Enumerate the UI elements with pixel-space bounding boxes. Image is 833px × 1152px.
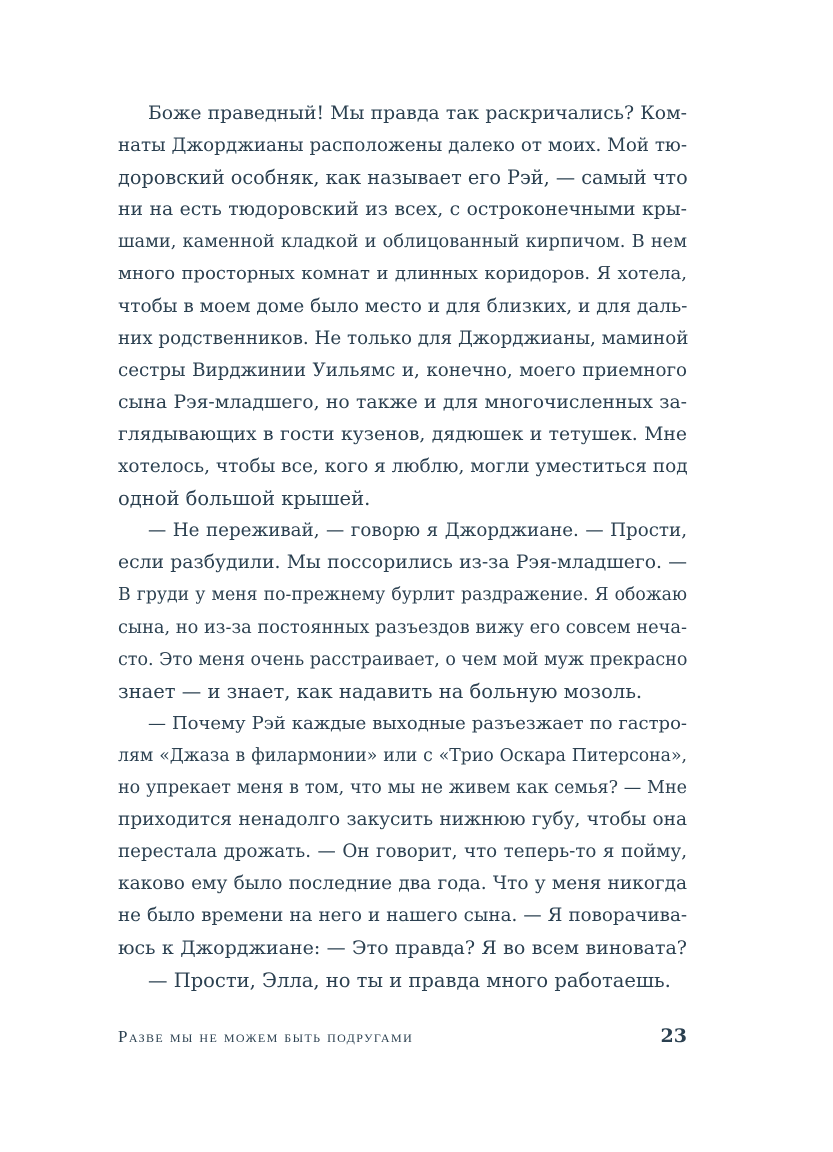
text-line: одной большой крышей.	[118, 487, 371, 511]
text-line: доровский особняк, как называет его Рэй, — самый что	[118, 166, 688, 190]
text-line: шами, каменной кладкой и облицованный кирпичом. В нем	[118, 232, 687, 253]
text-line: юсь к Джорджиане: — Это правда? Я во всем виновата?	[118, 937, 687, 960]
text-line: не было времени на него и нашего сына. — Я поворачива-	[118, 905, 687, 927]
text-line: каково ему было последние два года. Что у меня никогда	[118, 873, 687, 895]
text-line: чтобы в моем доме было место и для близких, и для даль-	[118, 295, 688, 317]
text-line: них родственников. Не только для Джорджианы, маминой	[118, 327, 689, 349]
text-line: лям «Джаза в филармонии» или с «Трио Оскара Питерсона»,	[118, 745, 687, 766]
text-line: ни на есть тюдоровский из всех, с остроконечными кры-	[118, 199, 687, 221]
text-line: но упрекает меня в том, что мы не живем как семья? — Мне	[118, 777, 687, 798]
text-line: сестры Вирджинии Уильямс и, конечно, моего приемного	[118, 359, 687, 381]
page-number: 23	[660, 1025, 687, 1047]
text-line: Боже праведный! Мы правда так раскричались? Ком-	[148, 103, 687, 124]
text-line: наты Джорджианы расположены далеко от моих. Мой тю-	[118, 135, 687, 157]
text-line: перестала дрожать. — Он говорит, что теперь-то я пойму,	[118, 841, 687, 863]
text-line: глядывающих в гости кузенов, дядюшек и тетушек. Мне	[118, 423, 687, 445]
text-line: — Почему Рэй каждые выходные разъезжает по гастро-	[148, 712, 687, 734]
body-text	[118, 98, 687, 997]
text-line: много просторных комнат и длинных коридоров. Я хотела,	[118, 263, 687, 285]
text-line: сто. Это меня очень расстраивает, о чем мой муж прекрасно	[118, 649, 688, 670]
text-line: сына Рэя-младшего, но также и для многочисленных за-	[118, 391, 687, 413]
text-line: сына, но из-за постоянных разъездов вижу его совсем неча-	[118, 617, 687, 638]
text-line: приходится ненадолго закусить нижнюю губу, чтобы она	[118, 809, 687, 831]
running-footer-book-title: Разве мы не можем быть подругами	[118, 1027, 414, 1046]
text-line: — Не переживай, — говорю я Джорджиане. — Прости,	[148, 520, 687, 542]
text-line: хотелось, чтобы все, кого я люблю, могли уместиться под	[118, 456, 688, 478]
text-line: если разбудили. Мы поссорились из-за Рэя-младшего. —	[118, 552, 687, 574]
text-line: В груди у меня по-прежнему бурлит раздражение. Я обожаю	[118, 585, 687, 606]
text-line: — Прости, Элла, но ты и правда много работаешь.	[148, 968, 671, 992]
text-line: знает — и знает, как надавить на больную мозоль.	[118, 679, 643, 703]
